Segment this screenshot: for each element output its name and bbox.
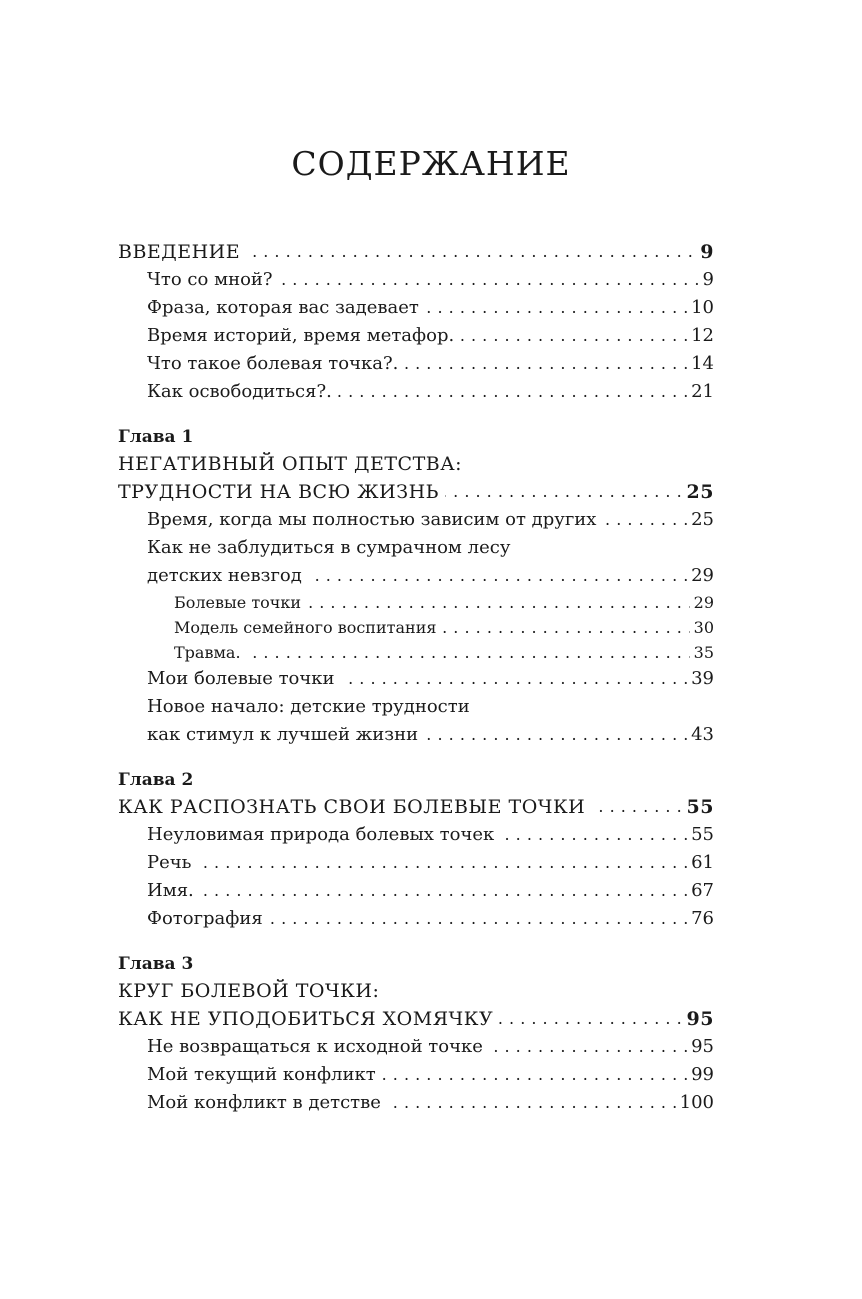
toc-entry-label: Болевые точки [174,593,307,612]
toc-entry-label: Мой текущий конфликт [147,1064,382,1085]
toc-entry-page: 35 [690,640,714,665]
toc-entry-label: Фраза, которая вас задевает [147,297,425,318]
toc-entry-label: Мой конфликт в детстве [147,1092,387,1113]
toc-entry-page: 21 [687,378,714,406]
toc-entry-chapter-1[interactable] [118,478,714,506]
toc-entry-label: ВВЕДЕНИЕ [118,241,246,263]
toc-entry-label: Что такое болевая точка?. [147,353,404,374]
toc-entry-page: 67 [687,877,714,905]
toc-entry[interactable] [147,721,714,749]
page-title: СОДЕРЖАНИЕ [291,144,571,183]
toc-entry-label: Травма. [174,643,247,662]
chapter-2-label: Глава 2 [118,770,194,790]
toc-entry-page: 61 [687,849,714,877]
toc-entry-label: КАК НЕ УПОДОБИТЬСЯ ХОМЯЧКУ [118,1008,499,1030]
table-of-contents [118,238,714,1117]
toc-entry-page: 12 [687,322,714,350]
toc-entry-page: 25 [687,506,714,534]
toc-entry-page: 99 [687,1061,714,1089]
toc-entry-page: 95 [683,1005,714,1033]
toc-entry-label: Имя. [147,880,200,901]
toc-entry-page: 9 [699,266,714,294]
toc-entry-label: Речь [147,852,197,873]
toc-entry-chapter-2[interactable] [118,793,714,821]
toc-entry-label: Фотография [147,908,269,929]
toc-entry-page: 14 [687,350,714,378]
chapter-3-title-line1: КРУГ БОЛЕВОЙ ТОЧКИ: [118,980,380,1002]
toc-subentry[interactable] [174,615,714,640]
chapter-1-label: Глава 1 [118,427,194,447]
toc-entry[interactable] [147,1033,714,1061]
toc-entry-label: как стимул к лучшей жизни [147,724,424,745]
toc-entry-label: Как освободиться?. [147,381,338,402]
toc-entry-label: Не возвращаться к исходной точке [147,1036,489,1057]
toc-entry-label: КАК РАСПОЗНАТЬ СВОИ БОЛЕВЫЕ ТОЧКИ [118,796,591,818]
toc-entry-page: 43 [687,721,714,749]
toc-entry[interactable] [147,665,714,693]
toc-subentry[interactable] [174,640,714,665]
toc-entry-page: 39 [687,665,714,693]
toc-entry-line1: Как не заблудиться в сумрачном лесу [147,537,511,558]
toc-entry[interactable] [147,378,714,406]
toc-entry-page: 30 [690,615,714,640]
toc-entry[interactable] [147,506,714,534]
toc-entry-label: Время, когда мы полностью зависим от других [147,509,602,530]
toc-entry-chapter-3[interactable] [118,1005,714,1033]
toc-entry-label: Что со мной? [147,269,279,290]
toc-entry[interactable] [147,905,714,933]
chapter-3-label: Глава 3 [118,954,194,974]
toc-entry[interactable] [147,821,714,849]
toc-entry-label: детских невзгод [147,565,308,586]
toc-entry[interactable] [147,294,714,322]
toc-entry-page: 76 [687,905,714,933]
toc-entry-label: ТРУДНОСТИ НА ВСЮ ЖИЗНЬ [118,481,445,503]
toc-entry[interactable] [147,1089,714,1117]
toc-entry-label: Время историй, время метафор. [147,325,460,346]
toc-subentry[interactable] [174,590,714,615]
toc-entry-page: 29 [690,590,714,615]
toc-entry-page: 9 [696,238,714,266]
toc-entry-label: Неуловимая природа болевых точек [147,824,500,845]
toc-entry-page: 100 [676,1089,714,1117]
toc-entry-label: Мои болевые точки [147,668,341,689]
toc-entry[interactable] [147,266,714,294]
toc-entry-line1: Новое начало: детские трудности [147,696,470,717]
chapter-1-title-line1: НЕГАТИВНЫЙ ОПЫТ ДЕТСТВА: [118,453,462,475]
toc-entry-page: 95 [687,1033,714,1061]
toc-entry-label: Модель семейного воспитания [174,618,442,637]
toc-entry[interactable] [147,1061,714,1089]
toc-entry-page: 29 [687,562,714,590]
toc-entry-page: 55 [683,793,714,821]
toc-entry[interactable] [147,877,714,905]
toc-entry-page: 10 [687,294,714,322]
toc-entry-introduction[interactable] [118,238,714,266]
toc-entry-page: 55 [687,821,714,849]
toc-entry[interactable] [147,350,714,378]
toc-entry[interactable] [147,849,714,877]
toc-entry-page: 25 [683,478,714,506]
toc-entry[interactable] [147,562,714,590]
toc-entry[interactable] [147,322,714,350]
